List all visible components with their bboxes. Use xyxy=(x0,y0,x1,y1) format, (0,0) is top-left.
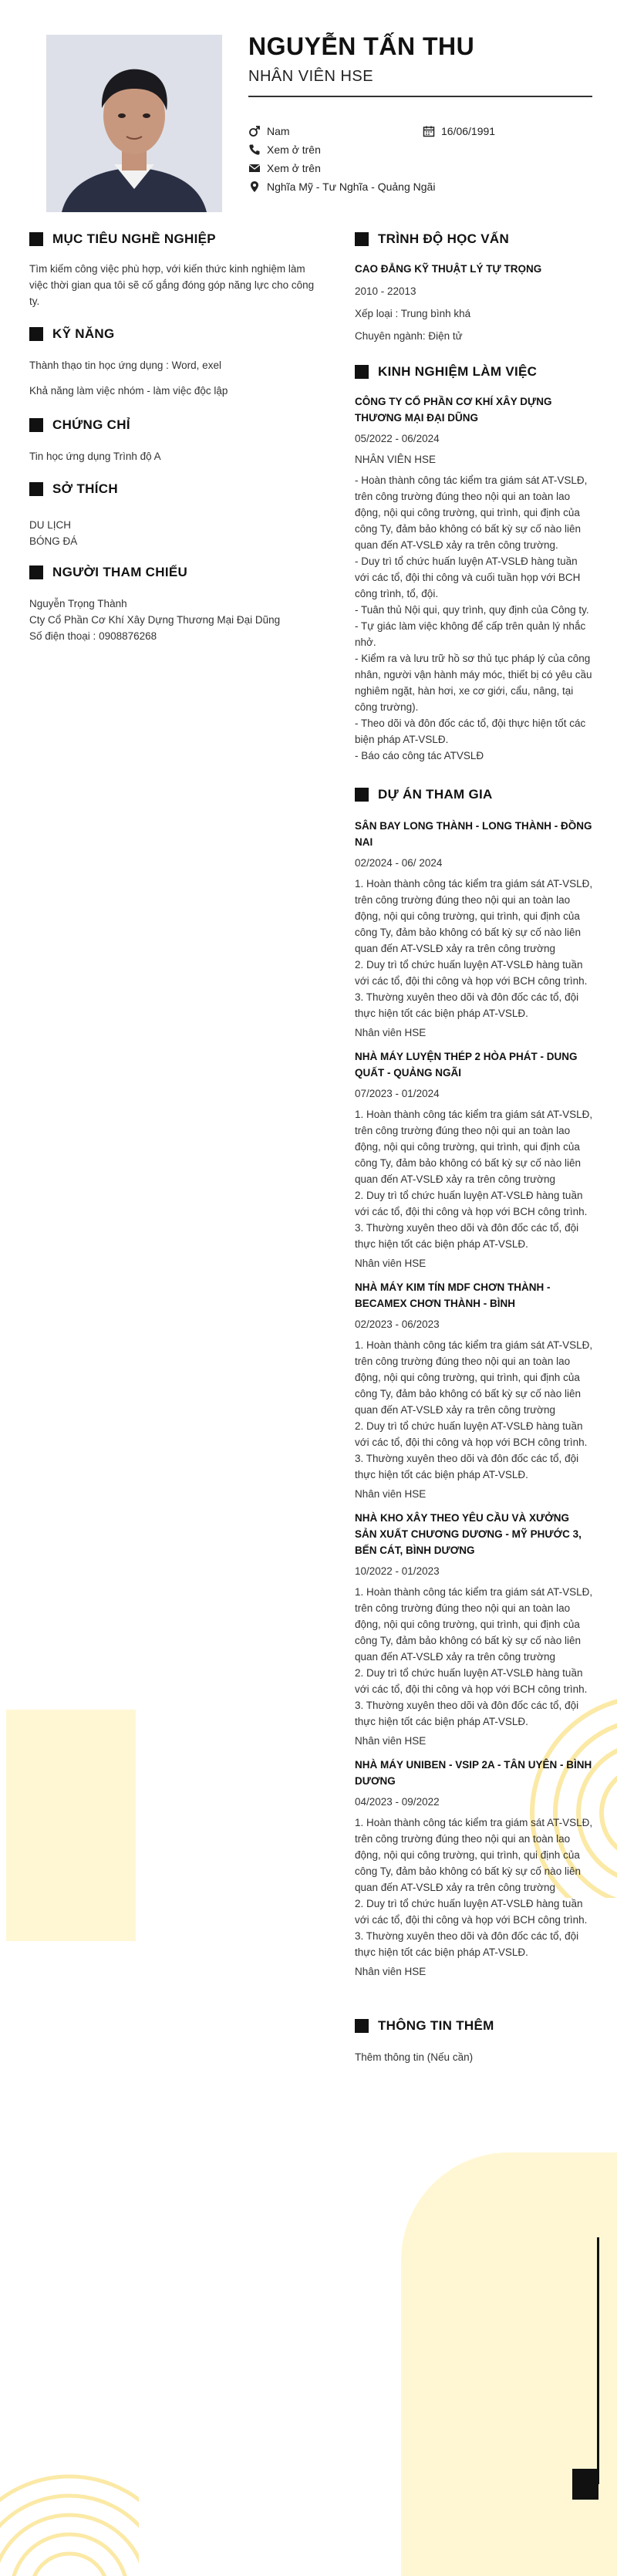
objective-heading xyxy=(29,231,316,247)
education-heading xyxy=(355,231,594,247)
skill-item: Khả năng làm việc nhóm - làm việc độc lập xyxy=(29,385,228,397)
reference-phone: Số điện thoại : 0908876268 xyxy=(29,630,157,642)
objective-text: Tìm kiếm công việc phù hợp, với kiến thức kinh nghiệm làm việc thời gian qua tôi sẽ cố gắng đóng góp năng lực cho công ty. xyxy=(29,263,315,307)
references-heading xyxy=(29,565,316,580)
experience-heading xyxy=(355,364,594,380)
hobbies-heading xyxy=(29,481,316,497)
heading-square-icon xyxy=(355,2019,369,2033)
project-role: Nhân viên HSE xyxy=(355,1258,427,1269)
project-details: 1. Hoàn thành công tác kiểm tra giám sát AT-VSLĐ, trên công trường đúng theo nội qui an toàn lao động, nội qui công trường, qui trình, qui định của công Ty, đảm bảo không có bất kỳ sự cố nào liên quan đến AT-VSLĐ xảy ra trên công trường 2. Duy trì tổ chức huấn luyện AT-VSLĐ hàng tuần với các tổ, đội thi công và họp với BCH công trình. 3. Thường xuyên theo dõi và đôn đốc các tổ, đội thực hiện tốt các biện pháp AT-VSLĐ. xyxy=(355,1817,593,1958)
experience-period: 05/2022 - 06/2024 xyxy=(355,433,440,444)
skill-item: Thành thạo tin học ứng dụng : Word, exel xyxy=(29,360,221,371)
education-rank: Xếp loại : Trung bình khá xyxy=(355,308,471,319)
certificates-title: CHỨNG CHỈ xyxy=(52,417,130,432)
contact-birthdate xyxy=(423,125,495,137)
objective-title: MỤC TIÊU NGHỀ NGHIỆP xyxy=(52,231,216,246)
project-period: 02/2023 - 06/2023 xyxy=(355,1318,440,1330)
heading-square-icon xyxy=(355,232,369,246)
certificates-heading xyxy=(29,417,316,433)
birthdate-value: 16/06/1991 xyxy=(441,125,496,137)
contact-email xyxy=(248,162,321,174)
skills-title: KỸ NĂNG xyxy=(52,326,115,341)
header-divider xyxy=(248,96,592,97)
experience-role: NHÂN VIÊN HSE xyxy=(355,454,437,465)
project-name: SÂN BAY LONG THÀNH - LONG THÀNH - ĐỒNG NAI xyxy=(355,820,592,848)
education-period: 2010 - 22013 xyxy=(355,285,416,297)
contact-phone xyxy=(248,143,321,156)
phone-value[interactable]: Xem ở trên xyxy=(267,143,321,156)
candidate-name: NGUYỄN TẤN THU xyxy=(248,32,475,60)
reference-name: Nguyễn Trọng Thành xyxy=(29,598,127,609)
envelope-icon xyxy=(248,162,261,174)
heading-square-icon xyxy=(29,482,43,496)
hobby-item: BÓNG ĐÁ xyxy=(29,535,78,547)
heading-square-icon xyxy=(29,418,43,432)
references-title: NGƯỜI THAM CHIẾU xyxy=(52,565,188,579)
candidate-position: NHÂN VIÊN HSE xyxy=(248,68,374,85)
heading-square-icon xyxy=(355,365,369,379)
contact-gender xyxy=(248,125,290,137)
projects-heading xyxy=(355,787,594,802)
reference-company: Cty Cổ Phần Cơ Khí Xây Dựng Thương Mại Đại Dũng xyxy=(29,614,281,626)
skills-heading xyxy=(29,326,316,342)
projects-title: DỰ ÁN THAM GIA xyxy=(378,787,493,802)
experience-company: CÔNG TY CỔ PHẦN CƠ KHÍ XÂY DỰNG THƯƠNG MẠI ĐẠI DŨNG xyxy=(355,396,552,424)
calendar-icon xyxy=(423,125,435,137)
project-details: 1. Hoàn thành công tác kiểm tra giám sát AT-VSLĐ, trên công trường đúng theo nội qui an toàn lao động, nội qui công trường, qui trình, qui định của công Ty, đảm bảo không có bất kỳ sự cố nào liên quan đến AT-VSLĐ xảy ra trên công trường 2. Duy trì tổ chức huấn luyện AT-VSLĐ hàng tuần với các tổ, đội thi công và họp với BCH công trình. 3. Thường xuyên theo dõi và đôn đốc các tổ, đội thực hiện tốt các biện pháp AT-VSLĐ. xyxy=(355,1109,593,1250)
heading-square-icon xyxy=(29,566,43,579)
experience-details: - Hoàn thành công tác kiểm tra giám sát AT-VSLĐ, trên công trường đúng theo nội qui an toàn lao động, nội qui công trường, qui trình, qui định của công Ty, đảm bảo không có bất kỳ sự cố nào liên quan đến AT-VSLĐ xảy ra trên công trường. - Duy trì tổ chức huấn luyện AT-VSLĐ hàng tuần với các tổ, đội thi công và cuối tuần họp với BCH công trình, tổ, đội. - Tuân thủ Nội qui, quy trình, quy định của Công ty. - Tự giác làm việc không để cấp trên quản lý nhắc nhở. - Kiểm ra và lưu trữ hồ sơ thủ tục pháp lý của công nhân, người vận hành máy móc, thiết bị có yêu cầu nghiêm ngặt, hàn hơi, xe cơ giới, cẩu, nâng, tại công trường). - Theo dõi và đôn đốc các tổ, đội thực hiện tốt các biện pháp AT-VSLĐ. - Báo cáo công tác ATVSLĐ xyxy=(355,474,592,761)
phone-icon xyxy=(248,143,261,156)
experience-title: KINH NGHIỆM LÀM VIỆC xyxy=(378,364,538,379)
education-title: TRÌNH ĐỘ HỌC VẤN xyxy=(378,231,510,246)
right-column xyxy=(355,231,594,2065)
project-details: 1. Hoàn thành công tác kiểm tra giám sát AT-VSLĐ, trên công trường đúng theo nội qui an toàn lao động, nội qui công trường, qui trình, qui định của công Ty, đảm bảo không có bất kỳ sự cố nào liên quan đến AT-VSLĐ xảy ra trên công trường 2. Duy trì tổ chức huấn luyện AT-VSLĐ hàng tuần với các tổ, đội thi công và họp với BCH công trình. 3. Thường xuyên theo dõi và đôn đốc các tổ, đội thực hiện tốt các biện pháp AT-VSLĐ. xyxy=(355,1586,593,1727)
project-item xyxy=(355,818,594,1041)
heading-square-icon xyxy=(29,327,43,341)
left-column xyxy=(29,231,316,644)
avatar xyxy=(46,35,222,212)
gender-value: Nam xyxy=(267,125,290,137)
project-period: 04/2023 - 09/2022 xyxy=(355,1796,440,1808)
email-value[interactable]: Xem ở trên xyxy=(267,162,321,174)
project-role: Nhân viên HSE xyxy=(355,1488,427,1500)
education-school: CAO ĐẲNG KỸ THUẬT LÝ TỰ TRỌNG xyxy=(355,263,542,275)
additional-title: THÔNG TIN THÊM xyxy=(378,2018,494,2033)
decor-rect-left xyxy=(6,1710,136,1941)
education-major: Chuyên ngành: Điện tử xyxy=(355,330,463,342)
decor-line-right xyxy=(597,2237,599,2484)
heading-square-icon xyxy=(355,788,369,802)
portrait-photo xyxy=(46,35,222,212)
project-name: NHÀ MÁY UNIBEN - VSIP 2A - TÂN UYÊN - BÌNH DƯƠNG xyxy=(355,1759,592,1787)
project-item xyxy=(355,1048,594,1271)
project-name: NHÀ MÁY KIM TÍN MDF CHƠN THÀNH - BECAMEX CHƠN THÀNH - BÌNH xyxy=(355,1281,551,1309)
project-item xyxy=(355,1757,594,1980)
certificate-item: Tin học ứng dụng Trình độ A xyxy=(29,451,161,462)
project-role: Nhân viên HSE xyxy=(355,1027,427,1038)
project-item xyxy=(355,1510,594,1749)
heading-square-icon xyxy=(29,232,43,246)
contact-address xyxy=(248,181,435,193)
decor-arcs-left xyxy=(0,2438,139,2576)
project-role: Nhân viên HSE xyxy=(355,1735,427,1747)
project-period: 07/2023 - 01/2024 xyxy=(355,1088,440,1099)
gender-icon xyxy=(248,125,261,137)
project-period: 10/2022 - 01/2023 xyxy=(355,1565,440,1577)
project-name: NHÀ MÁY LUYỆN THÉP 2 HÒA PHÁT - DUNG QUẤT - QUẢNG NGÃI xyxy=(355,1051,578,1079)
decor-rect-right xyxy=(401,2152,617,2576)
additional-heading xyxy=(355,2018,594,2034)
address-value: Nghĩa Mỹ - Tư Nghĩa - Quảng Ngãi xyxy=(267,181,436,193)
hobby-item: DU LỊCH xyxy=(29,519,72,531)
decor-square-right xyxy=(572,2469,598,2500)
project-period: 02/2024 - 06/ 2024 xyxy=(355,857,443,869)
project-details: 1. Hoàn thành công tác kiểm tra giám sát AT-VSLĐ, trên công trường đúng theo nội qui an toàn lao động, nội qui công trường, qui trình, qui định của công Ty, đảm bảo không có bất kỳ sự cố nào liên quan đến AT-VSLĐ xảy ra trên công trường 2. Duy trì tổ chức huấn luyện AT-VSLĐ hàng tuần với các tổ, đội thi công và họp với BCH công trình. 3. Thường xuyên theo dõi và đôn đốc các tổ, đội thực hiện tốt các biện pháp AT-VSLĐ. xyxy=(355,1339,593,1480)
project-details: 1. Hoàn thành công tác kiểm tra giám sát AT-VSLĐ, trên công trường đúng theo nội qui an toàn lao động, nội qui công trường, qui trình, qui định của công Ty, đảm bảo không có bất kỳ sự cố nào liên quan đến AT-VSLĐ xảy ra trên công trường 2. Duy trì tổ chức huấn luyện AT-VSLĐ hàng tuần với các tổ, đội thi công và họp với BCH công trình. 3. Thường xuyên theo dõi và đôn đốc các tổ, đội thực hiện tốt các biện pháp AT-VSLĐ. xyxy=(355,878,593,1019)
project-name: NHÀ KHO XÂY THEO YÊU CẦU VÀ XƯỞNG SẢN XUẤT CHƯƠNG DƯƠNG - MỸ PHƯỚC 3, BẾN CÁT, BÌNH DƯƠNG xyxy=(355,1512,582,1556)
project-role: Nhân viên HSE xyxy=(355,1966,427,1977)
additional-text: Thêm thông tin (Nếu cần) xyxy=(355,2051,474,2063)
project-item xyxy=(355,1279,594,1502)
map-pin-icon xyxy=(248,181,261,193)
hobbies-title: SỞ THÍCH xyxy=(52,481,118,496)
